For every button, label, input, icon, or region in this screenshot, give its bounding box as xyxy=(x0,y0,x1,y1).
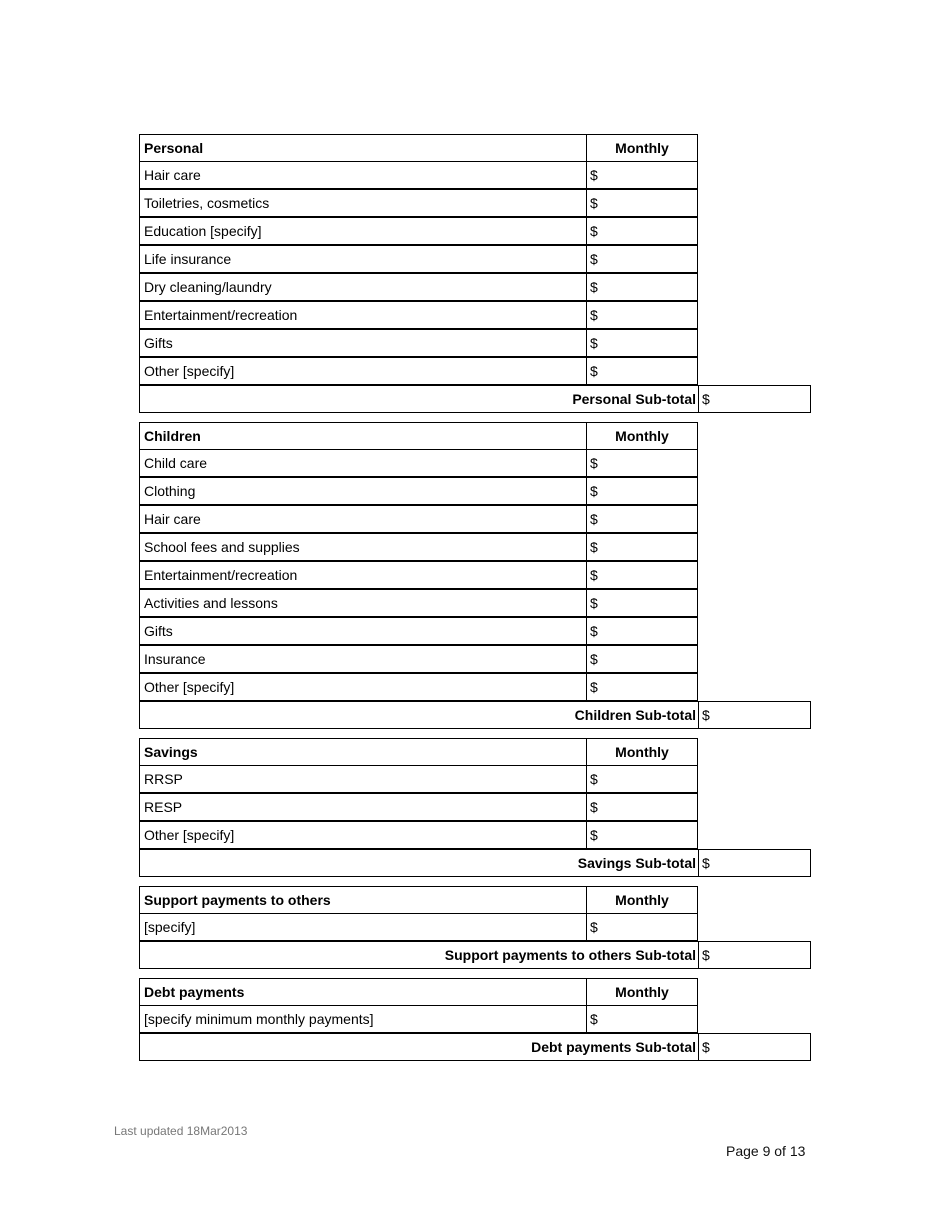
section-children xyxy=(139,422,811,730)
section-savings xyxy=(139,738,811,878)
table-row xyxy=(139,190,811,218)
monthly-amount-field[interactable]: $ xyxy=(586,189,698,217)
monthly-amount-field[interactable]: $ xyxy=(586,793,698,821)
table-row xyxy=(139,450,811,478)
monthly-amount-field[interactable]: $ xyxy=(586,449,698,477)
monthly-amount-field[interactable]: $ xyxy=(586,533,698,561)
monthly-amount-field[interactable]: $ xyxy=(586,589,698,617)
item-label: Life insurance xyxy=(139,245,587,273)
monthly-amount-field[interactable]: $ xyxy=(586,357,698,385)
subtotal-amount-field[interactable]: $ xyxy=(698,849,811,877)
table-row xyxy=(139,534,811,562)
subtotal-row xyxy=(139,942,811,970)
table-row xyxy=(139,302,811,330)
table-row xyxy=(139,794,811,822)
item-label: Insurance xyxy=(139,645,587,673)
table-row xyxy=(139,618,811,646)
section-title: Savings xyxy=(139,738,587,766)
table-row xyxy=(139,914,811,942)
item-label: Entertainment/recreation xyxy=(139,301,587,329)
monthly-amount-field[interactable]: $ xyxy=(586,913,698,941)
section-header xyxy=(139,886,811,914)
table-row xyxy=(139,506,811,534)
monthly-amount-field[interactable]: $ xyxy=(586,561,698,589)
monthly-column-header: Monthly xyxy=(586,422,698,450)
section-title: Debt payments xyxy=(139,978,587,1006)
item-label: Education [specify] xyxy=(139,217,587,245)
monthly-amount-field[interactable]: $ xyxy=(586,617,698,645)
table-row xyxy=(139,674,811,702)
last-updated-note: Last updated 18Mar2013 xyxy=(114,1124,248,1138)
subtotal-label: Personal Sub-total xyxy=(139,385,699,413)
subtotal-amount-field[interactable]: $ xyxy=(698,1033,811,1061)
table-row xyxy=(139,218,811,246)
table-row xyxy=(139,1006,811,1034)
monthly-column-header: Monthly xyxy=(586,886,698,914)
subtotal-amount-field[interactable]: $ xyxy=(698,385,811,413)
section-personal xyxy=(139,134,811,414)
table-row xyxy=(139,590,811,618)
item-label: Other [specify] xyxy=(139,821,587,849)
monthly-amount-field[interactable]: $ xyxy=(586,505,698,533)
monthly-amount-field[interactable]: $ xyxy=(586,477,698,505)
table-row xyxy=(139,274,811,302)
subtotal-row xyxy=(139,850,811,878)
item-label: Hair care xyxy=(139,505,587,533)
subtotal-amount-field[interactable]: $ xyxy=(698,701,811,729)
monthly-column-header: Monthly xyxy=(586,978,698,1006)
item-label: Gifts xyxy=(139,329,587,357)
section-header xyxy=(139,134,811,162)
monthly-amount-field[interactable]: $ xyxy=(586,821,698,849)
item-label: RRSP xyxy=(139,765,587,793)
monthly-amount-field[interactable]: $ xyxy=(586,217,698,245)
table-row xyxy=(139,478,811,506)
section-header xyxy=(139,738,811,766)
item-label: Toiletries, cosmetics xyxy=(139,189,587,217)
table-row xyxy=(139,646,811,674)
monthly-amount-field[interactable]: $ xyxy=(586,765,698,793)
monthly-amount-field[interactable]: $ xyxy=(586,245,698,273)
item-label: [specify minimum monthly payments] xyxy=(139,1005,587,1033)
subtotal-label: Support payments to others Sub-total xyxy=(139,941,699,969)
table-row xyxy=(139,766,811,794)
item-label: Clothing xyxy=(139,477,587,505)
section-support-payments xyxy=(139,886,811,970)
table-row xyxy=(139,358,811,386)
subtotal-row xyxy=(139,702,811,730)
monthly-amount-field[interactable]: $ xyxy=(586,1005,698,1033)
item-label: Activities and lessons xyxy=(139,589,587,617)
section-title: Personal xyxy=(139,134,587,162)
item-label: Child care xyxy=(139,449,587,477)
item-label: Other [specify] xyxy=(139,673,587,701)
subtotal-label: Children Sub-total xyxy=(139,701,699,729)
item-label: Entertainment/recreation xyxy=(139,561,587,589)
table-row xyxy=(139,246,811,274)
monthly-amount-field[interactable]: $ xyxy=(586,645,698,673)
item-label: Hair care xyxy=(139,161,587,189)
monthly-column-header: Monthly xyxy=(586,738,698,766)
item-label: Gifts xyxy=(139,617,587,645)
item-label: Other [specify] xyxy=(139,357,587,385)
table-row xyxy=(139,330,811,358)
section-header xyxy=(139,978,811,1006)
monthly-amount-field[interactable]: $ xyxy=(586,673,698,701)
subtotal-label: Savings Sub-total xyxy=(139,849,699,877)
section-title: Support payments to others xyxy=(139,886,587,914)
table-row xyxy=(139,562,811,590)
section-header xyxy=(139,422,811,450)
section-debt-payments xyxy=(139,978,811,1062)
subtotal-row xyxy=(139,1034,811,1062)
monthly-amount-field[interactable]: $ xyxy=(586,273,698,301)
monthly-column-header: Monthly xyxy=(586,134,698,162)
subtotal-amount-field[interactable]: $ xyxy=(698,941,811,969)
monthly-amount-field[interactable]: $ xyxy=(586,301,698,329)
monthly-amount-field[interactable]: $ xyxy=(586,329,698,357)
budget-sections xyxy=(139,134,811,1062)
table-row xyxy=(139,162,811,190)
page-number: Page 9 of 13 xyxy=(726,1143,806,1159)
subtotal-row xyxy=(139,386,811,414)
section-title: Children xyxy=(139,422,587,450)
item-label: Dry cleaning/laundry xyxy=(139,273,587,301)
table-row xyxy=(139,822,811,850)
item-label: RESP xyxy=(139,793,587,821)
subtotal-label: Debt payments Sub-total xyxy=(139,1033,699,1061)
monthly-amount-field[interactable]: $ xyxy=(586,161,698,189)
item-label: [specify] xyxy=(139,913,587,941)
item-label: School fees and supplies xyxy=(139,533,587,561)
